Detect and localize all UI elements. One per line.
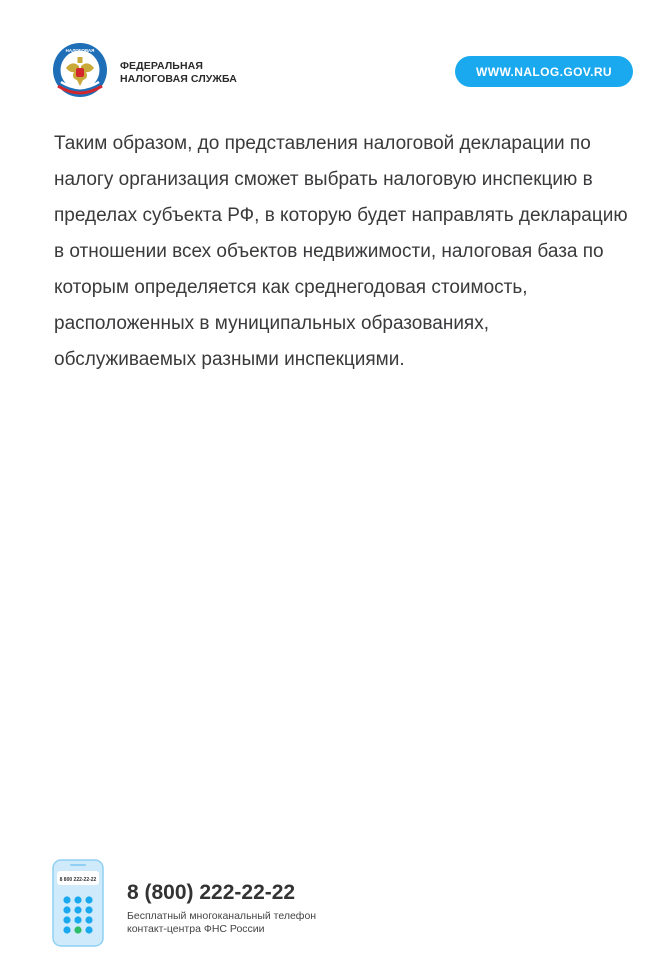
fns-emblem-icon (52, 42, 108, 98)
hotline-desc-line1: Бесплатный многоканальный телефон (127, 910, 317, 922)
hotline-number[interactable]: 8 (800) 222-22-22 (127, 881, 296, 904)
phone-icon (52, 859, 104, 947)
website-button[interactable]: WWW.NALOG.GOV.RU (455, 56, 633, 87)
page-header (52, 42, 633, 100)
org-name (120, 60, 250, 85)
org-name-line2: НАЛОГОВАЯ СЛУЖБА (120, 72, 237, 85)
hotline-description (127, 910, 387, 936)
org-name-line1: ФЕДЕРАЛЬНАЯ (120, 60, 203, 72)
phone-screen-text: 8 800 222-22-22 (59, 877, 97, 883)
contact-footer (52, 859, 382, 949)
body-paragraph: Таким образом, до представления налоговой декларации по налогу организация сможет выбрать налоговую инспекцию в пределах субъекта РФ, в которую будет направлять декларацию в отношении всех объектов недвижимости, налоговая база по которым определяется как среднегодовая стоимость, расположенных в муниципальных образованиях, обслуживаемых разными инспекциями. (54, 133, 628, 370)
hotline-desc-line2: контакт-центра ФНС России (127, 923, 265, 935)
svg-text:НАЛОГОВАЯ: НАЛОГОВАЯ (65, 48, 95, 53)
